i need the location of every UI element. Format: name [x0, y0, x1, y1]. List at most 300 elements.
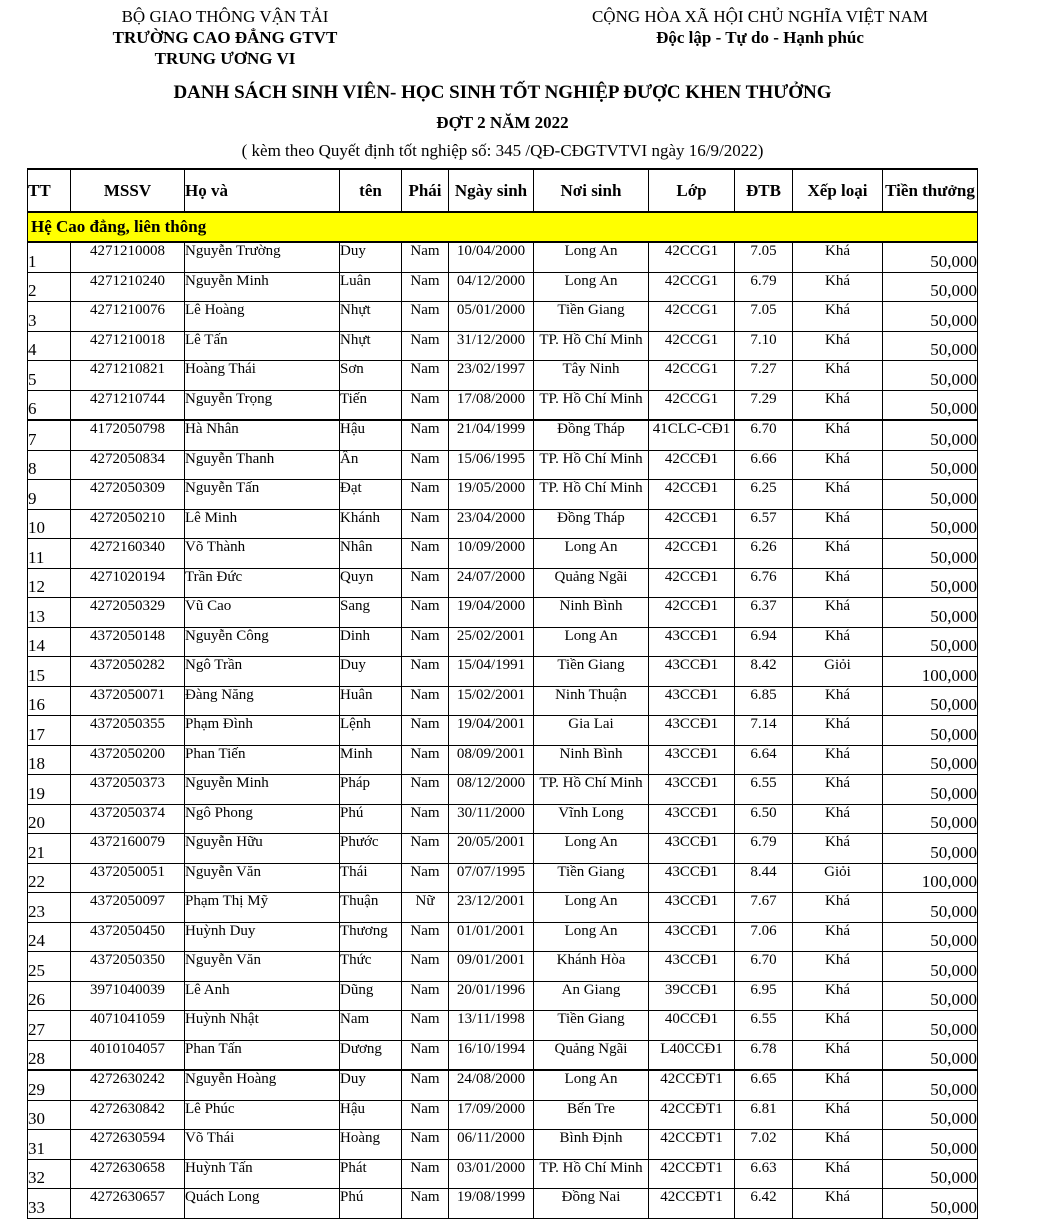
given-name-cell: Phú — [340, 804, 402, 834]
table-row — [28, 657, 978, 687]
row-number-cell: 24 — [28, 922, 71, 952]
gpa-cell: 6.63 — [735, 1159, 793, 1189]
rank-cell: Khá — [793, 745, 883, 775]
rank-cell: Khá — [793, 361, 883, 391]
student-id-cell: 4272050329 — [71, 598, 185, 628]
gender-cell: Nam — [402, 272, 449, 302]
rank-cell: Khá — [793, 893, 883, 923]
given-name-cell: Khánh — [340, 509, 402, 539]
reward-cell: 50,000 — [883, 834, 978, 864]
reward-cell: 50,000 — [883, 1040, 978, 1070]
class-code-cell: 42CCG1 — [649, 272, 735, 302]
birth-place-cell: Long An — [534, 272, 649, 302]
row-number-cell: 28 — [28, 1040, 71, 1070]
family-name-cell: Lê Hoàng — [185, 302, 340, 332]
gender-cell: Nam — [402, 331, 449, 361]
birth-place-cell: Quảng Ngãi — [534, 568, 649, 598]
table-body — [28, 212, 978, 1218]
student-id-cell: 4372050148 — [71, 627, 185, 657]
gpa-cell: 6.79 — [735, 272, 793, 302]
birth-date-cell: 23/12/2001 — [449, 893, 534, 923]
class-code-cell: L40CCĐ1 — [649, 1040, 735, 1070]
gpa-cell: 6.64 — [735, 745, 793, 775]
table-row — [28, 804, 978, 834]
birth-place-cell: Tiền Giang — [534, 863, 649, 893]
given-name-cell: Thuận — [340, 893, 402, 923]
gender-cell: Nam — [402, 745, 449, 775]
student-id-cell: 4271210240 — [71, 272, 185, 302]
row-number-cell: 11 — [28, 539, 71, 569]
rank-cell: Khá — [793, 420, 883, 450]
gpa-cell: 7.10 — [735, 331, 793, 361]
gender-cell: Nam — [402, 686, 449, 716]
family-name-cell: Hà Nhân — [185, 420, 340, 450]
birth-date-cell: 31/12/2000 — [449, 331, 534, 361]
class-code-cell: 42CCĐ1 — [649, 509, 735, 539]
birth-place-cell: Quảng Ngãi — [534, 1040, 649, 1070]
gpa-cell: 6.55 — [735, 775, 793, 805]
class-code-cell: 42CCĐ1 — [649, 539, 735, 569]
gender-cell: Nam — [402, 922, 449, 952]
table-row — [28, 863, 978, 893]
gpa-cell: 6.57 — [735, 509, 793, 539]
student-id-cell: 4272630842 — [71, 1100, 185, 1130]
class-code-cell: 42CCĐT1 — [649, 1159, 735, 1189]
gender-cell: Nam — [402, 804, 449, 834]
table-row — [28, 272, 978, 302]
rank-cell: Khá — [793, 331, 883, 361]
row-number-cell: 3 — [28, 302, 71, 332]
birth-date-cell: 04/12/2000 — [449, 272, 534, 302]
table-row — [28, 834, 978, 864]
national-name: CỘNG HÒA XÃ HỘI CHỦ NGHĨA VIỆT NAM — [591, 7, 929, 26]
gpa-cell: 7.05 — [735, 302, 793, 332]
reward-cell: 50,000 — [883, 568, 978, 598]
gender-cell: Nam — [402, 302, 449, 332]
reward-cell: 50,000 — [883, 745, 978, 775]
rank-cell: Khá — [793, 450, 883, 480]
gpa-cell: 7.06 — [735, 922, 793, 952]
class-code-cell: 40CCĐ1 — [649, 1011, 735, 1041]
birth-place-cell: Long An — [534, 834, 649, 864]
row-number-cell: 18 — [28, 745, 71, 775]
student-id-cell: 4272630658 — [71, 1159, 185, 1189]
rank-cell: Khá — [793, 539, 883, 569]
given-name-cell: Nhân — [340, 539, 402, 569]
family-name-cell: Quách Long — [185, 1189, 340, 1219]
reward-cell: 50,000 — [883, 361, 978, 391]
birth-date-cell: 19/08/1999 — [449, 1189, 534, 1219]
gpa-cell: 6.55 — [735, 1011, 793, 1041]
table-row — [28, 1070, 978, 1100]
given-name-cell: Duy — [340, 657, 402, 687]
table-row — [28, 745, 978, 775]
gender-cell: Nam — [402, 775, 449, 805]
student-id-cell: 4271210018 — [71, 331, 185, 361]
gpa-cell: 6.95 — [735, 981, 793, 1011]
birth-date-cell: 30/11/2000 — [449, 804, 534, 834]
rank-cell: Khá — [793, 627, 883, 657]
reward-cell: 50,000 — [883, 775, 978, 805]
col-mssv: MSSV — [71, 169, 185, 212]
birth-date-cell: 08/12/2000 — [449, 775, 534, 805]
rank-cell: Khá — [793, 834, 883, 864]
student-table — [27, 168, 978, 1219]
birth-place-cell: Đồng Nai — [534, 1189, 649, 1219]
birth-place-cell: Đồng Tháp — [534, 509, 649, 539]
reward-cell: 50,000 — [883, 272, 978, 302]
given-name-cell: Dinh — [340, 627, 402, 657]
given-name-cell: Thức — [340, 952, 402, 982]
gender-cell: Nam — [402, 420, 449, 450]
rank-cell: Khá — [793, 509, 883, 539]
rank-cell: Khá — [793, 1100, 883, 1130]
family-name-cell: Nguyễn Tấn — [185, 480, 340, 510]
rank-cell: Khá — [793, 390, 883, 420]
gpa-cell: 6.66 — [735, 450, 793, 480]
row-number-cell: 27 — [28, 1011, 71, 1041]
gpa-cell: 6.50 — [735, 804, 793, 834]
row-number-cell: 7 — [28, 420, 71, 450]
gpa-cell: 7.02 — [735, 1130, 793, 1160]
given-name-cell: Nhựt — [340, 302, 402, 332]
gender-cell: Nam — [402, 657, 449, 687]
given-name-cell: Thái — [340, 863, 402, 893]
family-name-cell: Nguyễn Công — [185, 627, 340, 657]
gpa-cell: 6.79 — [735, 834, 793, 864]
student-id-cell: 4271210008 — [71, 242, 185, 272]
gender-cell: Nam — [402, 480, 449, 510]
birth-place-cell: TP. Hồ Chí Minh — [534, 1159, 649, 1189]
reward-cell: 50,000 — [883, 981, 978, 1011]
reward-cell: 50,000 — [883, 1159, 978, 1189]
gender-cell: Nam — [402, 834, 449, 864]
gpa-cell: 6.81 — [735, 1100, 793, 1130]
class-code-cell: 43CCĐ1 — [649, 627, 735, 657]
family-name-cell: Lê Minh — [185, 509, 340, 539]
class-code-cell: 42CCĐT1 — [649, 1100, 735, 1130]
student-id-cell: 4071041059 — [71, 1011, 185, 1041]
row-number-cell: 6 — [28, 390, 71, 420]
row-number-cell: 29 — [28, 1070, 71, 1100]
student-id-cell: 4372050350 — [71, 952, 185, 982]
rank-cell: Giỏi — [793, 863, 883, 893]
rank-cell: Giỏi — [793, 657, 883, 687]
ministry-header — [60, 6, 390, 69]
birth-date-cell: 23/04/2000 — [449, 509, 534, 539]
given-name-cell: Duy — [340, 242, 402, 272]
given-name-cell: Dương — [340, 1040, 402, 1070]
row-number-cell: 30 — [28, 1100, 71, 1130]
class-code-cell: 42CCĐT1 — [649, 1070, 735, 1100]
family-name-cell: Huỳnh Duy — [185, 922, 340, 952]
birth-place-cell: Long An — [534, 627, 649, 657]
student-id-cell: 4272630242 — [71, 1070, 185, 1100]
gpa-cell: 7.14 — [735, 716, 793, 746]
table-row — [28, 952, 978, 982]
rank-cell: Khá — [793, 1130, 883, 1160]
given-name-cell: Tiến — [340, 390, 402, 420]
given-name-cell: Nam — [340, 1011, 402, 1041]
row-number-cell: 2 — [28, 272, 71, 302]
birth-place-cell: Tiền Giang — [534, 657, 649, 687]
reward-cell: 100,000 — [883, 657, 978, 687]
gender-cell: Nam — [402, 1189, 449, 1219]
given-name-cell: Luân — [340, 272, 402, 302]
family-name-cell: Nguyễn Minh — [185, 775, 340, 805]
table-row — [28, 1040, 978, 1070]
document-subtitle: ĐỢT 2 NĂM 2022 — [436, 113, 569, 132]
gpa-cell: 6.76 — [735, 568, 793, 598]
birth-place-cell: TP. Hồ Chí Minh — [534, 450, 649, 480]
family-name-cell: Phạm Đình — [185, 716, 340, 746]
reward-cell: 50,000 — [883, 420, 978, 450]
birth-place-cell: Vĩnh Long — [534, 804, 649, 834]
row-number-cell: 17 — [28, 716, 71, 746]
student-id-cell: 4372050373 — [71, 775, 185, 805]
student-id-cell: 4272160340 — [71, 539, 185, 569]
gender-cell: Nam — [402, 509, 449, 539]
student-id-cell: 4372050374 — [71, 804, 185, 834]
class-code-cell: 42CCG1 — [649, 242, 735, 272]
birth-place-cell: Bến Tre — [534, 1100, 649, 1130]
gpa-cell: 6.26 — [735, 539, 793, 569]
class-code-cell: 42CCĐ1 — [649, 480, 735, 510]
family-name-cell: Ngô Phong — [185, 804, 340, 834]
birth-date-cell: 07/07/1995 — [449, 863, 534, 893]
gender-cell: Nam — [402, 627, 449, 657]
ministry-name: BỘ GIAO THÔNG VẬN TẢI — [121, 7, 329, 26]
gpa-cell: 6.42 — [735, 1189, 793, 1219]
student-id-cell: 4010104057 — [71, 1040, 185, 1070]
student-id-cell: 4272050834 — [71, 450, 185, 480]
birth-date-cell: 10/09/2000 — [449, 539, 534, 569]
rank-cell: Khá — [793, 1159, 883, 1189]
family-name-cell: Huỳnh Nhật — [185, 1011, 340, 1041]
birth-date-cell: 21/04/1999 — [449, 420, 534, 450]
student-id-cell: 4372050355 — [71, 716, 185, 746]
birth-date-cell: 23/02/1997 — [449, 361, 534, 391]
gender-cell: Nam — [402, 598, 449, 628]
row-number-cell: 22 — [28, 863, 71, 893]
birth-date-cell: 20/05/2001 — [449, 834, 534, 864]
reward-cell: 50,000 — [883, 804, 978, 834]
row-number-cell: 20 — [28, 804, 71, 834]
reward-cell: 50,000 — [883, 952, 978, 982]
given-name-cell: Lệnh — [340, 716, 402, 746]
family-name-cell: Võ Thái — [185, 1130, 340, 1160]
student-id-cell: 4272630594 — [71, 1130, 185, 1160]
birth-date-cell: 06/11/2000 — [449, 1130, 534, 1160]
school-name-line2: TRUNG ƯƠNG VI — [154, 49, 296, 68]
given-name-cell: Ân — [340, 450, 402, 480]
row-number-cell: 31 — [28, 1130, 71, 1160]
family-name-cell: Phan Tấn — [185, 1040, 340, 1070]
family-name-cell: Nguyễn Thanh — [185, 450, 340, 480]
row-number-cell: 9 — [28, 480, 71, 510]
gpa-cell: 7.29 — [735, 390, 793, 420]
gender-cell: Nam — [402, 450, 449, 480]
given-name-cell: Dũng — [340, 981, 402, 1011]
table-row — [28, 420, 978, 450]
family-name-cell: Nguyễn Minh — [185, 272, 340, 302]
section-row — [28, 212, 978, 242]
birth-date-cell: 03/01/2000 — [449, 1159, 534, 1189]
birth-date-cell: 15/02/2001 — [449, 686, 534, 716]
gender-cell: Nam — [402, 981, 449, 1011]
section-label: Hệ Cao đẳng, liên thông — [28, 212, 978, 242]
col-ten: tên — [340, 169, 402, 212]
birth-date-cell: 05/01/2000 — [449, 302, 534, 332]
family-name-cell: Vũ Cao — [185, 598, 340, 628]
gender-cell: Nam — [402, 1070, 449, 1100]
table-row — [28, 1189, 978, 1219]
table-row — [28, 302, 978, 332]
table-row — [28, 1130, 978, 1160]
class-code-cell: 43CCĐ1 — [649, 922, 735, 952]
given-name-cell: Phát — [340, 1159, 402, 1189]
student-id-cell: 4272050309 — [71, 480, 185, 510]
row-number-cell: 13 — [28, 598, 71, 628]
student-id-cell: 4272630657 — [71, 1189, 185, 1219]
birth-place-cell: Đồng Tháp — [534, 420, 649, 450]
row-number-cell: 21 — [28, 834, 71, 864]
class-code-cell: 43CCĐ1 — [649, 863, 735, 893]
table-row — [28, 390, 978, 420]
col-dtb: ĐTB — [735, 169, 793, 212]
rank-cell: Khá — [793, 242, 883, 272]
row-number-cell: 19 — [28, 775, 71, 805]
col-noi-sinh: Nơi sinh — [534, 169, 649, 212]
rank-cell: Khá — [793, 598, 883, 628]
gpa-cell: 7.27 — [735, 361, 793, 391]
col-lop: Lớp — [649, 169, 735, 212]
reward-cell: 50,000 — [883, 598, 978, 628]
table-row — [28, 775, 978, 805]
reward-cell: 50,000 — [883, 450, 978, 480]
birth-date-cell: 17/09/2000 — [449, 1100, 534, 1130]
birth-place-cell: An Giang — [534, 981, 649, 1011]
reward-cell: 50,000 — [883, 686, 978, 716]
student-id-cell: 4271210744 — [71, 390, 185, 420]
birth-place-cell: Bình Định — [534, 1130, 649, 1160]
birth-date-cell: 19/04/2001 — [449, 716, 534, 746]
table-row — [28, 509, 978, 539]
gender-cell: Nam — [402, 539, 449, 569]
family-name-cell: Lê Tấn — [185, 331, 340, 361]
birth-place-cell: Long An — [534, 1070, 649, 1100]
reward-cell: 50,000 — [883, 627, 978, 657]
row-number-cell: 4 — [28, 331, 71, 361]
class-code-cell: 43CCĐ1 — [649, 716, 735, 746]
birth-place-cell: Ninh Bình — [534, 745, 649, 775]
table-row — [28, 1159, 978, 1189]
gender-cell: Nam — [402, 361, 449, 391]
rank-cell: Khá — [793, 302, 883, 332]
gpa-cell: 7.67 — [735, 893, 793, 923]
table-row — [28, 981, 978, 1011]
gpa-cell: 6.37 — [735, 598, 793, 628]
class-code-cell: 41CLC-CĐ1 — [649, 420, 735, 450]
given-name-cell: Hậu — [340, 1100, 402, 1130]
birth-date-cell: 13/11/1998 — [449, 1011, 534, 1041]
row-number-cell: 25 — [28, 952, 71, 982]
rank-cell: Khá — [793, 480, 883, 510]
gender-cell: Nam — [402, 863, 449, 893]
class-code-cell: 42CCĐ1 — [649, 598, 735, 628]
table-row — [28, 480, 978, 510]
given-name-cell: Duy — [340, 1070, 402, 1100]
given-name-cell: Minh — [340, 745, 402, 775]
col-xep-loai: Xếp loại — [793, 169, 883, 212]
class-code-cell: 43CCĐ1 — [649, 834, 735, 864]
given-name-cell: Phước — [340, 834, 402, 864]
birth-date-cell: 24/07/2000 — [449, 568, 534, 598]
reward-cell: 50,000 — [883, 331, 978, 361]
family-name-cell: Lê Anh — [185, 981, 340, 1011]
birth-date-cell: 16/10/1994 — [449, 1040, 534, 1070]
birth-place-cell: Tây Ninh — [534, 361, 649, 391]
reward-cell: 50,000 — [883, 1130, 978, 1160]
birth-place-cell: Ninh Bình — [534, 598, 649, 628]
class-code-cell: 43CCĐ1 — [649, 952, 735, 982]
rank-cell: Khá — [793, 272, 883, 302]
family-name-cell: Phạm Thị Mỹ — [185, 893, 340, 923]
birth-date-cell: 20/01/1996 — [449, 981, 534, 1011]
reward-cell: 100,000 — [883, 863, 978, 893]
family-name-cell: Nguyễn Văn — [185, 863, 340, 893]
col-ngay-sinh: Ngày sinh — [449, 169, 534, 212]
given-name-cell: Đạt — [340, 480, 402, 510]
given-name-cell: Sơn — [340, 361, 402, 391]
student-id-cell: 4372050200 — [71, 745, 185, 775]
class-code-cell: 42CCĐT1 — [649, 1189, 735, 1219]
birth-place-cell: Ninh Thuận — [534, 686, 649, 716]
reward-cell: 50,000 — [883, 480, 978, 510]
family-name-cell: Phan Tiến — [185, 745, 340, 775]
gpa-cell: 6.85 — [735, 686, 793, 716]
gender-cell: Nữ — [402, 893, 449, 923]
class-code-cell: 42CCG1 — [649, 331, 735, 361]
gender-cell: Nam — [402, 716, 449, 746]
gpa-cell: 8.44 — [735, 863, 793, 893]
rank-cell: Khá — [793, 952, 883, 982]
birth-place-cell: Gia Lai — [534, 716, 649, 746]
class-code-cell: 43CCĐ1 — [649, 775, 735, 805]
reward-cell: 50,000 — [883, 1100, 978, 1130]
birth-date-cell: 08/09/2001 — [449, 745, 534, 775]
table-row — [28, 1100, 978, 1130]
reward-cell: 50,000 — [883, 390, 978, 420]
rank-cell: Khá — [793, 1040, 883, 1070]
birth-place-cell: Long An — [534, 893, 649, 923]
gpa-cell: 6.70 — [735, 420, 793, 450]
family-name-cell: Nguyễn Hoàng — [185, 1070, 340, 1100]
family-name-cell: Trần Đức — [185, 568, 340, 598]
gpa-cell: 6.94 — [735, 627, 793, 657]
student-id-cell: 4372050450 — [71, 922, 185, 952]
reward-cell: 50,000 — [883, 893, 978, 923]
class-code-cell: 42CCĐT1 — [649, 1130, 735, 1160]
student-id-cell: 4271210821 — [71, 361, 185, 391]
birth-place-cell: TP. Hồ Chí Minh — [534, 390, 649, 420]
table-row — [28, 539, 978, 569]
table-row — [28, 627, 978, 657]
given-name-cell: Huân — [340, 686, 402, 716]
given-name-cell: Sang — [340, 598, 402, 628]
row-number-cell: 16 — [28, 686, 71, 716]
gpa-cell: 6.78 — [735, 1040, 793, 1070]
